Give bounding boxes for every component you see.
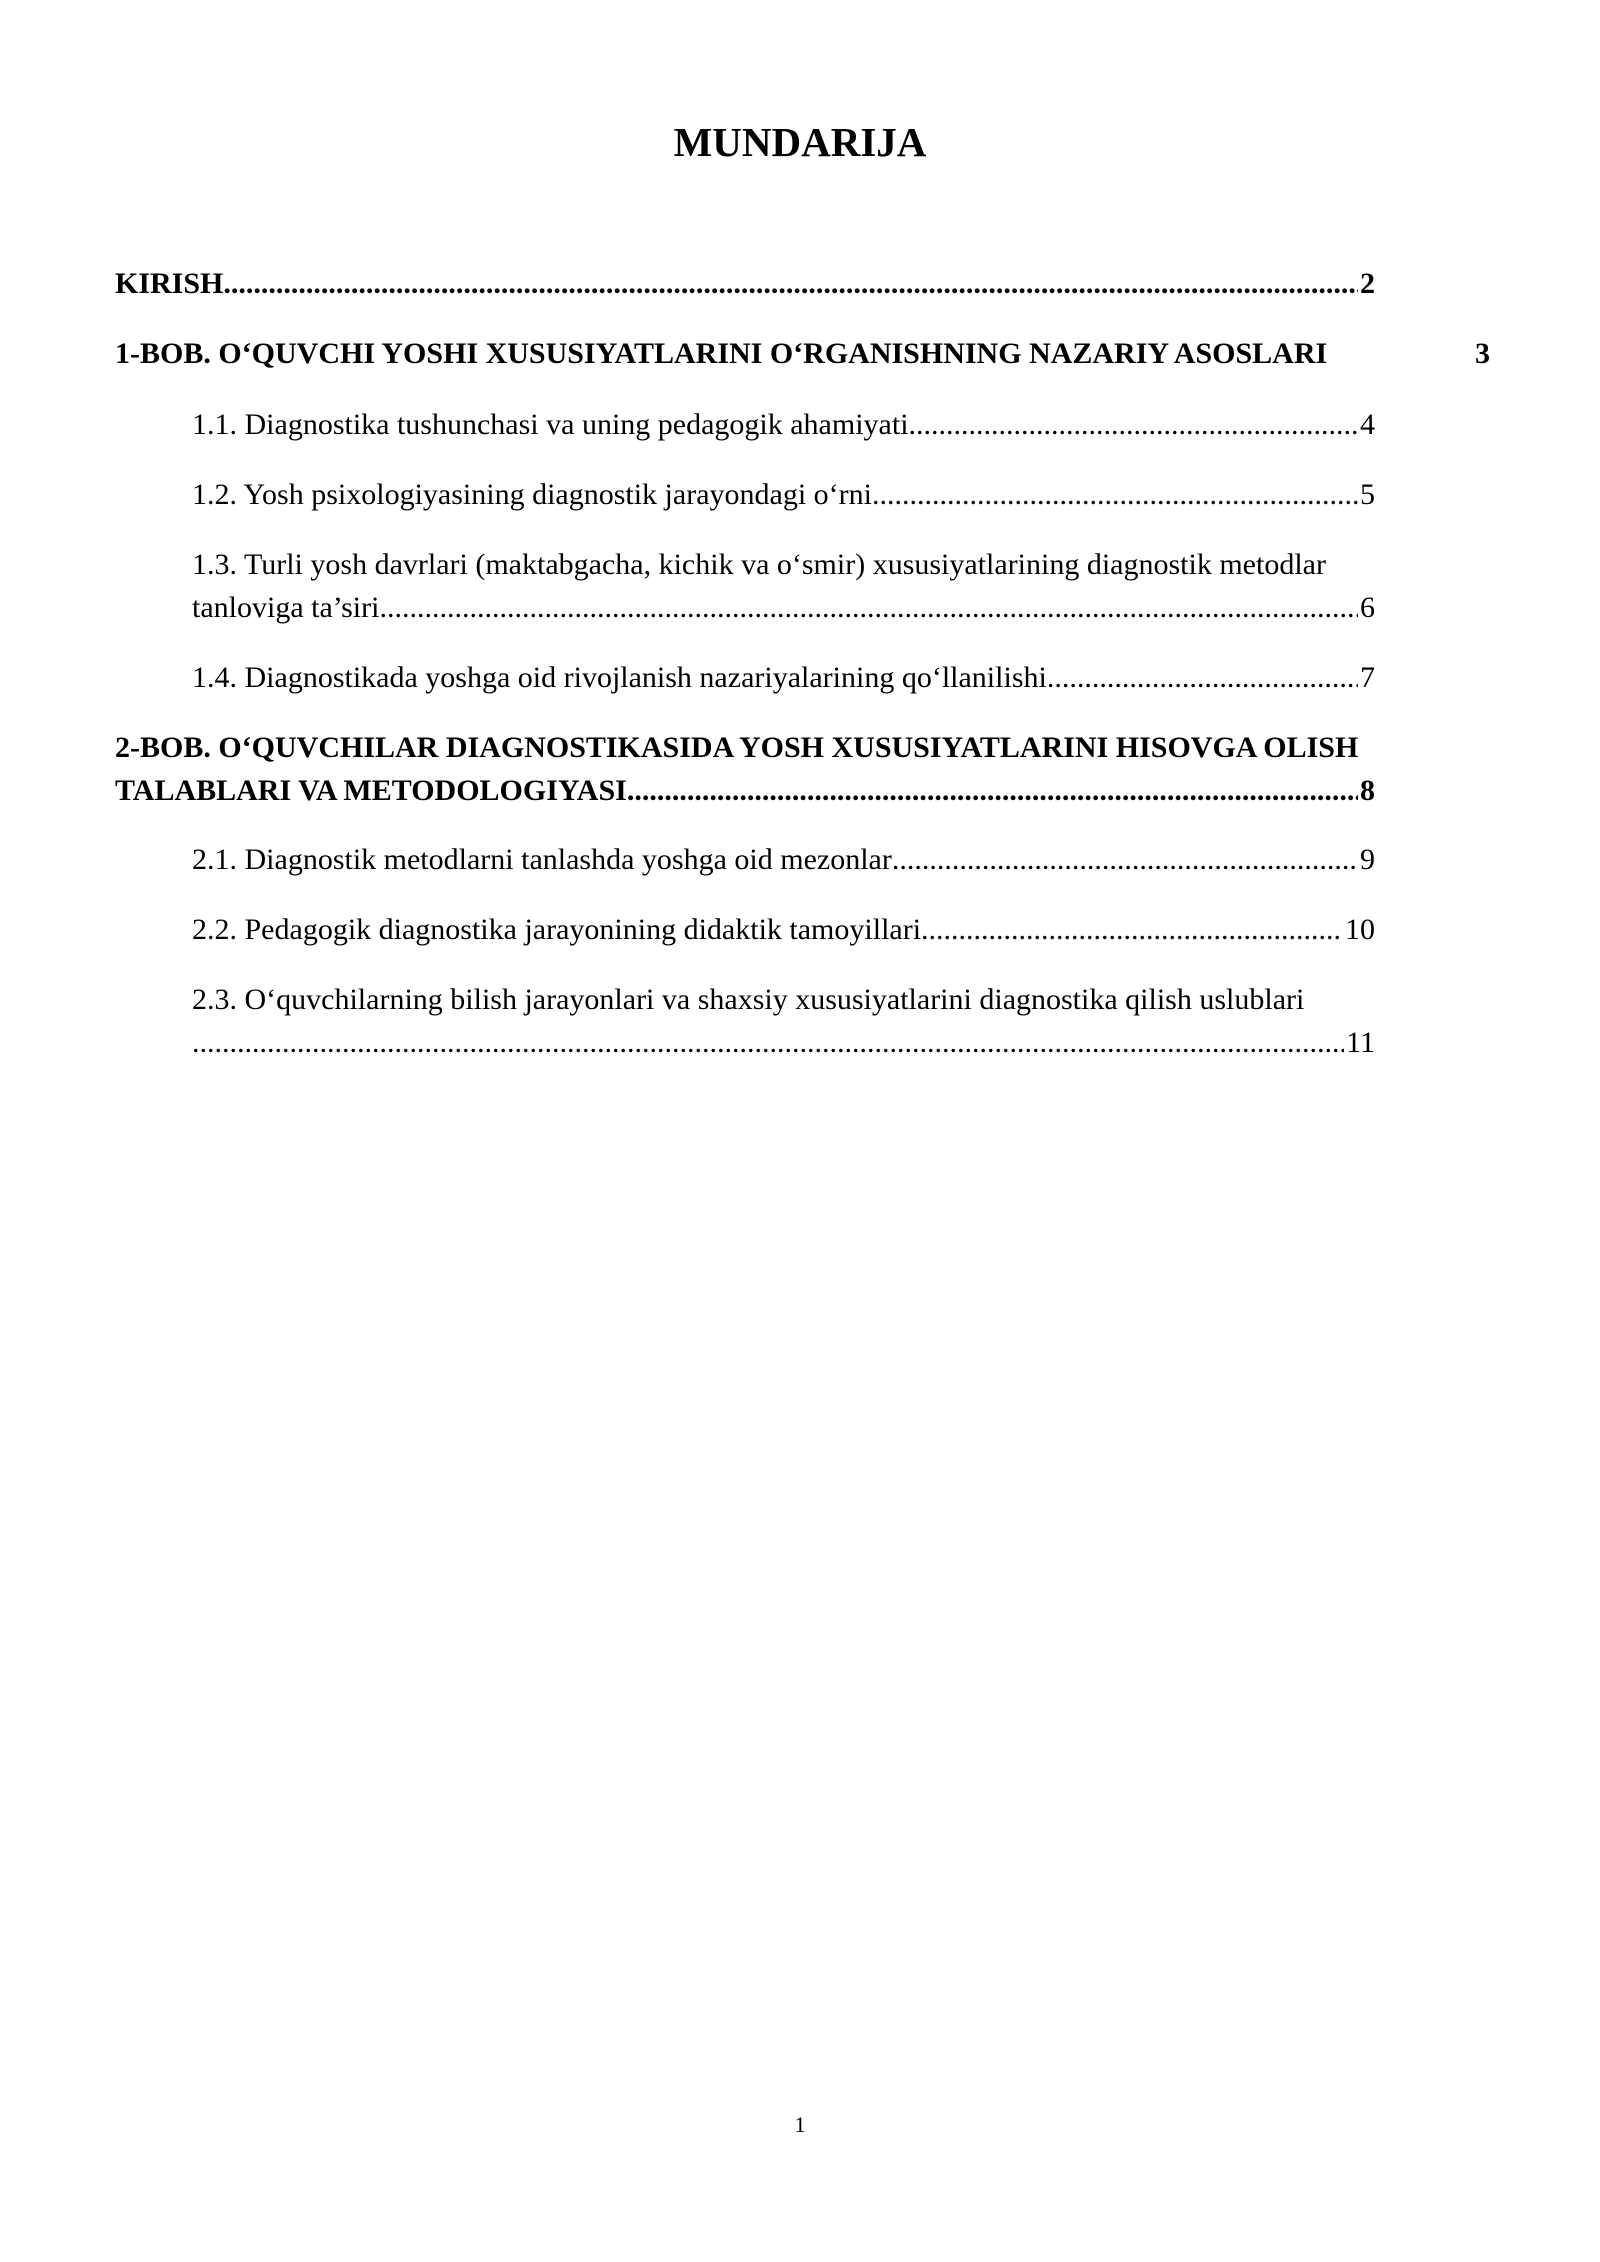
toc-entry-section-2-2[interactable] [192,908,1375,951]
toc-page-number: 5 [1360,478,1375,511]
toc-entry-label: 1.2. Yosh psixologiyasining diagnostik jarayondagi o‘rni [192,478,872,511]
toc-page-number: 9 [1360,843,1375,876]
dot-leader [627,769,1358,812]
toc-entry-label-line-1: 2-BOB. O‘QUVCHILAR DIAGNOSTIKASIDA YOSH XUSUSIYATLARINI HISOVGA OLISH [115,731,1359,764]
toc-entry-kirish[interactable] [115,262,1375,305]
toc-entry-label: 2.1. Diagnostik metodlarni tanlashda yoshga oid mezonlar [192,843,892,876]
toc-page-number: 7 [1360,661,1375,694]
toc-entry-section-2-3[interactable] [192,978,1392,1064]
toc-page-number: 6 [1360,591,1375,624]
toc-page-number: 8 [1360,774,1375,807]
toc-entry-label-line-1: 1.3. Turli yosh davrlari (maktabgacha, kichik va o‘smir) xususiyatlarining diagnostik metodlar [192,548,1326,581]
toc-entry-section-1-2[interactable] [192,473,1375,516]
toc-page-number: 3 [1475,337,1490,370]
toc-entry-chapter-2[interactable] [115,726,1495,812]
footer-page-number: 1 [794,2112,806,2137]
dot-leader [892,838,1358,881]
page-title: MUNDARIJA [673,119,927,165]
toc-entry-section-2-1[interactable] [192,838,1375,881]
toc-entry-section-1-4[interactable] [192,656,1375,699]
toc-entry-label-line-1: 2.3. O‘quvchilarning bilish jarayonlari va shaxsiy xususiyatlarini diagnostika qilish uslublari [192,983,1305,1016]
toc-page-number: 2 [1360,267,1375,300]
dot-leader [1047,656,1358,699]
dot-leader [872,473,1358,516]
toc-entry-label: 1.1. Diagnostika tushunchasi va uning pedagogik ahamiyati [192,408,909,441]
dot-leader [223,262,1358,305]
toc-page-number: 4 [1360,408,1375,441]
dot-leader [909,403,1358,446]
toc-entry-section-1-1[interactable] [192,403,1375,446]
toc-entry-label-line-2: tanloviga ta’siri [192,591,380,624]
dot-leader [379,586,1358,629]
toc-entry-section-1-3[interactable] [192,543,1452,629]
dot-leader [921,908,1343,951]
toc-entry-label: 1.4. Diagnostikada yoshga oid rivojlanish nazariyalarining qo‘llanilishi [192,661,1047,694]
toc-entry-label: 2.2. Pedagogik diagnostika jarayonining didaktik tamoyillari [192,913,922,946]
toc-entry-chapter-1[interactable] [115,332,1490,375]
toc-entry-label: 1-BOB. O‘QUVCHI YOSHI XUSUSIYATLARINI O‘RGANISHNING NAZARIY ASOSLARI [115,337,1328,370]
dot-leader [192,1021,1344,1064]
toc-entry-label: KIRISH [115,267,224,300]
toc-page-number: 10 [1345,913,1375,946]
toc-entry-label-line-2: TALABLARI VA METODOLOGIYASI [115,774,627,807]
toc-page-number: 11 [1346,1026,1375,1059]
